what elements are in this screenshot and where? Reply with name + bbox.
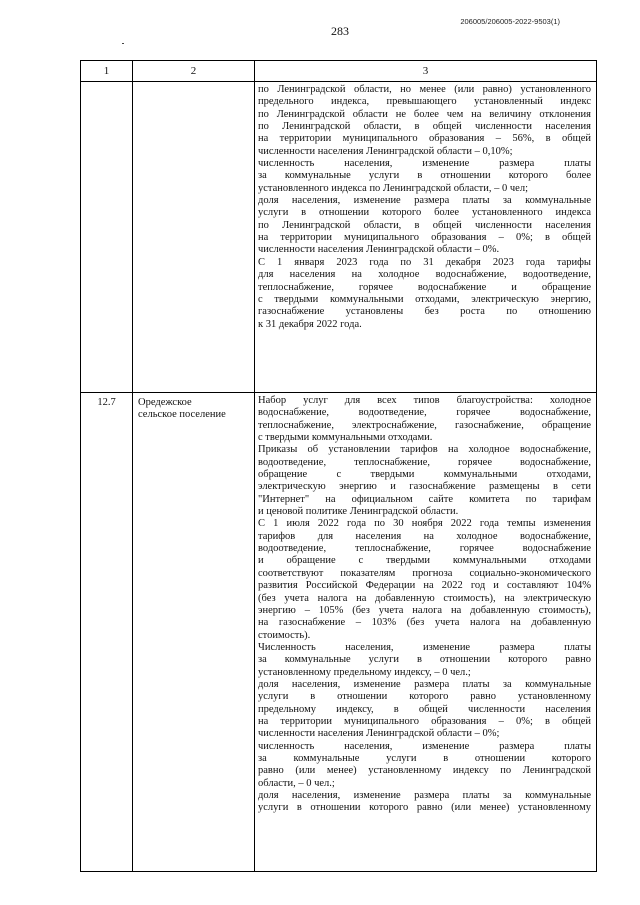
- tariff-description: [255, 393, 597, 872]
- text-line: к 31 декабря 2022 года.: [258, 318, 362, 330]
- table-header-row: [81, 61, 597, 82]
- text-line: с твердыми коммунальными отходами.: [258, 432, 433, 444]
- text-line: энергию – 105% (без учета налога на добавленную стоимость),: [258, 604, 591, 616]
- text-line: водоснабжение, водоотведение, горячее водоснабжение,: [258, 407, 591, 419]
- text-line: на газоснабжение – 103% (без учета налога на добавленную: [258, 617, 591, 629]
- text-line: соответствуют показателям прогноза социально-экономического: [258, 567, 591, 579]
- text-line: услуги в отношении которого более установленного индекса: [258, 207, 591, 219]
- text-line: доля населения, изменение размера платы за коммунальные: [258, 790, 591, 801]
- row-number: [81, 82, 133, 393]
- text-line: (без учета налога на добавленную стоимость), на электрическую: [258, 592, 591, 604]
- tariff-table: [80, 60, 597, 872]
- text-line: услуги в отношении которого равно (или менее) установленному: [258, 802, 591, 814]
- text-line: водоотведение, теплоснабжение, горячее водоснабжение: [258, 543, 591, 555]
- document-code: 206005/206005-2022-9503(1): [460, 17, 560, 26]
- page-number: 283: [331, 24, 349, 38]
- tariff-description: [255, 82, 597, 393]
- text-line: области, – 0 чел.;: [258, 777, 335, 789]
- text-line: с твердыми коммунальными отходами, электрическую энергию,: [258, 293, 591, 305]
- text-line: и обращение с твердыми коммунальными отходами: [258, 555, 591, 567]
- settlement-name: [133, 82, 255, 393]
- text-line: по Ленинградской области не более чем на величину отклонения: [258, 108, 591, 120]
- text-line: установленному предельному индексу, – 0 чел.;: [258, 666, 471, 678]
- text-line: обращение с твердыми коммунальными отходами,: [258, 469, 591, 481]
- text-line: теплоснабжение, электроснабжение, газоснабжение, обращение: [258, 419, 591, 431]
- table-row: [81, 393, 597, 872]
- text-line: доля населения, изменение размера платы за коммунальные: [258, 195, 591, 207]
- row-number: 12.7: [81, 393, 133, 872]
- column-header-3: 3: [255, 61, 597, 82]
- text-line: С 1 июля 2022 года по 30 ноября 2022 года темпы изменения: [258, 518, 591, 530]
- settlement-name-line: Оредежское: [138, 397, 192, 408]
- text-line: равно (или менее) установленному индексу по Ленинградской: [258, 765, 591, 777]
- text-line: за коммунальные услуги в отношении которого более: [258, 170, 591, 182]
- text-line: по Ленинградской области, в общей численности населения: [258, 121, 591, 133]
- text-line: для населения на холодное водоснабжение, водоотведение,: [258, 269, 591, 281]
- text-line: развития Российской Федерации на 2022 год и составляют 104%: [258, 580, 591, 592]
- text-line: и ценовой политике Ленинградской области.: [258, 506, 459, 518]
- text-line: установленного индекса по Ленинградской области, – 0 чел;: [258, 182, 528, 194]
- text-line: газоснабжение установлены без роста по отношению: [258, 306, 591, 318]
- text-line: по Ленинградской области, но менее (или равно) установленного: [258, 84, 591, 95]
- column-header-2: 2: [133, 61, 255, 82]
- text-line: Численность населения, изменение размера платы: [258, 641, 591, 653]
- text-line: тарифов для населения на холодное водоснабжение,: [258, 530, 591, 542]
- text-line: Приказы об установлении тарифов на холодное водоснабжение,: [258, 444, 591, 456]
- text-line: за коммунальные услуги в отношении которого равно: [258, 654, 591, 666]
- text-line: доля населения, изменение размера платы за коммунальные: [258, 678, 591, 690]
- text-line: на территории муниципального образования – 56%, в общей: [258, 133, 591, 145]
- text-line: теплоснабжение, горячее водоснабжение и обращение: [258, 281, 591, 293]
- text-line: на территории муниципального образования – 0%; в общей: [258, 232, 591, 244]
- text-line: численность населения, изменение размера платы: [258, 740, 591, 752]
- text-line: за коммунальные услуги в отношении которого: [258, 752, 591, 764]
- text-line: стоимость).: [258, 629, 311, 641]
- text-line: предельному индексу, в общей численности населения: [258, 703, 591, 715]
- settlement-name: [133, 393, 255, 872]
- table-row: [81, 82, 597, 393]
- text-line: численности населения Ленинградской области – 0%.: [258, 244, 500, 256]
- text-line: услуги в отношении которого равно установленному: [258, 691, 591, 703]
- text-line: водоотведение, теплоснабжение, горячее водоснабжение,: [258, 456, 591, 468]
- settlement-name-line: сельское поселение: [138, 409, 226, 421]
- column-header-1: 1: [81, 61, 133, 82]
- text-line: численности населения Ленинградской области – 0,10%;: [258, 145, 513, 157]
- text-line: численность населения, изменение размера платы: [258, 158, 591, 170]
- text-line: С 1 января 2023 года по 31 декабря 2023 года тарифы: [258, 256, 591, 268]
- scan-speck: [122, 43, 124, 44]
- text-line: Набор услуг для всех типов благоустройства: холодное: [258, 395, 591, 406]
- text-line: по Ленинградской области, в общей численности населения: [258, 219, 591, 231]
- text-line: численности населения Ленинградской области – 0%;: [258, 728, 500, 740]
- text-line: предельного индекса, превышающего установленный индекс: [258, 96, 591, 108]
- text-line: на территории муниципального образования – 0%; в общей: [258, 715, 591, 727]
- text-line: "Интернет" на официальном сайте комитета по тарифам: [258, 493, 591, 505]
- text-line: электрическую энергию и газоснабжение размещены в сети: [258, 481, 591, 493]
